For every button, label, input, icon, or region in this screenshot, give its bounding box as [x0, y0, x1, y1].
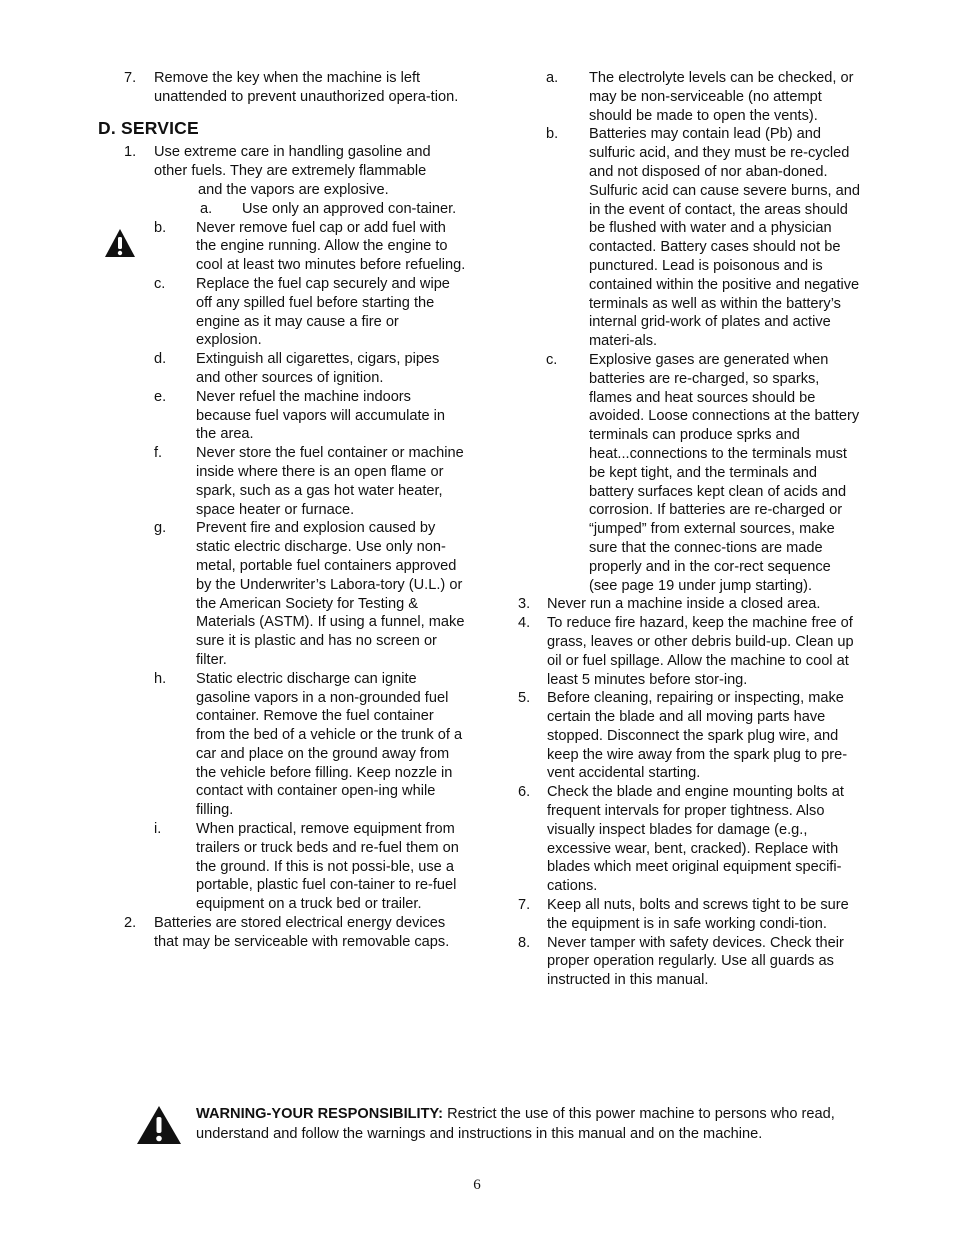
sub-item-letter: c. — [154, 275, 166, 292]
item-number: 8. — [518, 934, 531, 951]
item-text: Remove the key when the machine is left unattended to prevent unauthorized opera-tion. — [154, 70, 459, 105]
sub-item-text: Extinguish all cigarettes, cigars, pipes and other sources of ignition. — [196, 351, 440, 386]
sub-item — [116, 519, 466, 669]
sub-item — [510, 351, 860, 595]
responsibility-warning — [196, 1104, 866, 1144]
sub-item — [116, 200, 466, 219]
warning-triangle-icon — [136, 1105, 182, 1145]
right-column — [510, 69, 860, 990]
item-text: Check the blade and engine mounting bolts at frequent intervals for proper tightness. Also visually inspect blades for damage (e.g., excessive wear, bent, cracked). Replace with blades which meet original equipment specifi-cations. — [547, 784, 844, 895]
sub-item — [116, 219, 466, 275]
list-item — [116, 69, 466, 107]
item-text: Before cleaning, repairing or inspecting, make certain the blade and all moving parts have stopped. Disconnect the spark plug wire, and keep the wire away from the spark plug to pre-vent accidental starting. — [547, 690, 848, 782]
sub-item-letter: c. — [546, 351, 558, 368]
sub-item-letter: d. — [154, 351, 167, 368]
list-item — [510, 689, 860, 783]
sub-item-text: Replace the fuel cap securely and wipe off any spilled fuel before starting the engine as it may cause a fire or explosion. — [196, 275, 450, 349]
sub-item-letter: f. — [154, 445, 163, 462]
item-text: Keep all nuts, bolts and screws tight to be sure the equipment is in safe working condi-tion. — [547, 897, 849, 932]
item-text: Batteries are stored electrical energy devices that may be serviceable with removable caps. — [154, 915, 450, 950]
sub-item-letter: a. — [546, 70, 559, 86]
sub-item-text: Use only an approved con-tainer. — [242, 200, 457, 217]
sub-item-letter: h. — [154, 670, 167, 687]
warning-text: Restrict the use of this power machine to persons who read, understand and follow the warnings and instructions in this manual and on the machine. — [196, 1106, 835, 1142]
item-text: Never run a machine inside a closed area. — [547, 596, 821, 613]
item-number: 2. — [124, 915, 137, 932]
item-text: other fuels. They are extremely flammable — [154, 163, 427, 180]
sub-item-text: Static electric discharge can ignite gasoline vapors in a non-grounded fuel container. Remove the fuel container from the bed of a vehicle or the trunk of a car and place on the ground away from the vehicle before filling. Keep nozzle in contact with container open-ing while filling. — [196, 670, 463, 819]
sub-item-text: Never refuel the machine indoors because fuel vapors will accumulate in the area. — [196, 388, 446, 443]
item-number: 3. — [518, 596, 531, 613]
item-number: 7. — [124, 70, 137, 86]
page-number: 6 — [473, 1177, 481, 1193]
item-number: 5. — [518, 690, 531, 707]
list-item — [510, 783, 860, 896]
sub-item — [116, 670, 466, 820]
warning-label: WARNING-YOUR RESPONSIBILITY: — [196, 1106, 444, 1122]
item-number: 4. — [518, 615, 531, 632]
sub-item-letter: a. — [200, 200, 213, 217]
sub-item — [116, 444, 466, 519]
list-item — [116, 143, 466, 181]
item-text: To reduce fire hazard, keep the machine free of grass, leaves or other debris build-up. Clean up oil or fuel spillage. Allow the machine to cool at least 5 minutes before stor-ing. — [547, 615, 854, 688]
list-item — [116, 914, 466, 952]
list-item — [510, 595, 860, 614]
item-text: Never tamper with safety devices. Check their proper operation regularly. Use all guards as instructed in this manual. — [547, 934, 844, 989]
list-item — [510, 934, 860, 990]
left-column — [98, 69, 466, 952]
item-number: 1. — [124, 144, 137, 161]
sub-item-text: Never store the fuel container or machine inside where there is an open flame or spark, such as a gas hot water heater, space heater or furnace. — [196, 445, 464, 518]
sub-item — [510, 69, 860, 125]
sub-item-letter: b. — [154, 219, 167, 236]
section-heading: D. SERVICE — [98, 117, 199, 138]
sub-item-letter: i. — [154, 821, 162, 838]
sub-item — [116, 275, 466, 350]
sub-item-letter: b. — [546, 126, 559, 143]
sub-item-text: The electrolyte levels can be checked, or may be non-serviceable (no attempt should be made to open the vents). — [589, 70, 854, 124]
sub-item-letter: g. — [154, 520, 167, 537]
list-item — [510, 896, 860, 934]
sub-item — [116, 350, 466, 388]
sub-item-letter: e. — [154, 388, 167, 405]
sub-item-text: When practical, remove equipment from trailers or truck beds and re-fuel them on the ground. If this is not possi-ble, use a portable, plastic fuel con-tainer to re-fuel equipment on a truck bed or trailer. — [196, 821, 459, 913]
list-item — [510, 614, 860, 689]
item-number: 7. — [518, 897, 531, 914]
sub-item-text: Batteries may contain lead (Pb) and sulfuric acid, and they must be re-cycled and not disposed of nor aban-doned. Sulfuric acid can cause severe burns, and in the event of contact, the areas should be flushed with water and a physician contacted. Battery cases should not be punctured. Lead is poisonous and is contained within the positive and negative terminals as well as within the battery’s internal grid-work of plates and active materi-als. — [589, 126, 860, 350]
sub-item — [510, 125, 860, 351]
sub-item-text: Prevent fire and explosion caused by static electric discharge. Use only non-metal, portable fuel containers approved by the Underwriter’s Labora-tory (U.L.) or the American Society for Testing & Materials (ASTM). If using a funnel, make sure it is plastic and has no screen or filter. — [196, 520, 465, 668]
sub-item-text: Explosive gases are generated when batteries are re-charged, so sparks, flames and heat sources should be avoided. Loose connections at the battery terminals can produce sprks and heat...connections to the terminals must be kept tight, and the terminals and battery surfaces kept clean of acids and corrosion. If batteries are re-charged or “jumped” from external sources, make sure that the connec-tions are made properly and in the cor-rect sequence (see page 19 under jump starting). — [589, 351, 860, 594]
item-text: and the vapors are explosive. — [198, 181, 389, 198]
sub-item — [116, 388, 466, 444]
sub-item-text: Never remove fuel cap or add fuel with the engine running. Allow the engine to cool at least two minutes before refueling. — [196, 219, 466, 274]
sub-item — [116, 820, 466, 914]
item-number: 6. — [518, 784, 531, 801]
item-text: Use extreme care in handling gasoline and — [154, 144, 431, 161]
